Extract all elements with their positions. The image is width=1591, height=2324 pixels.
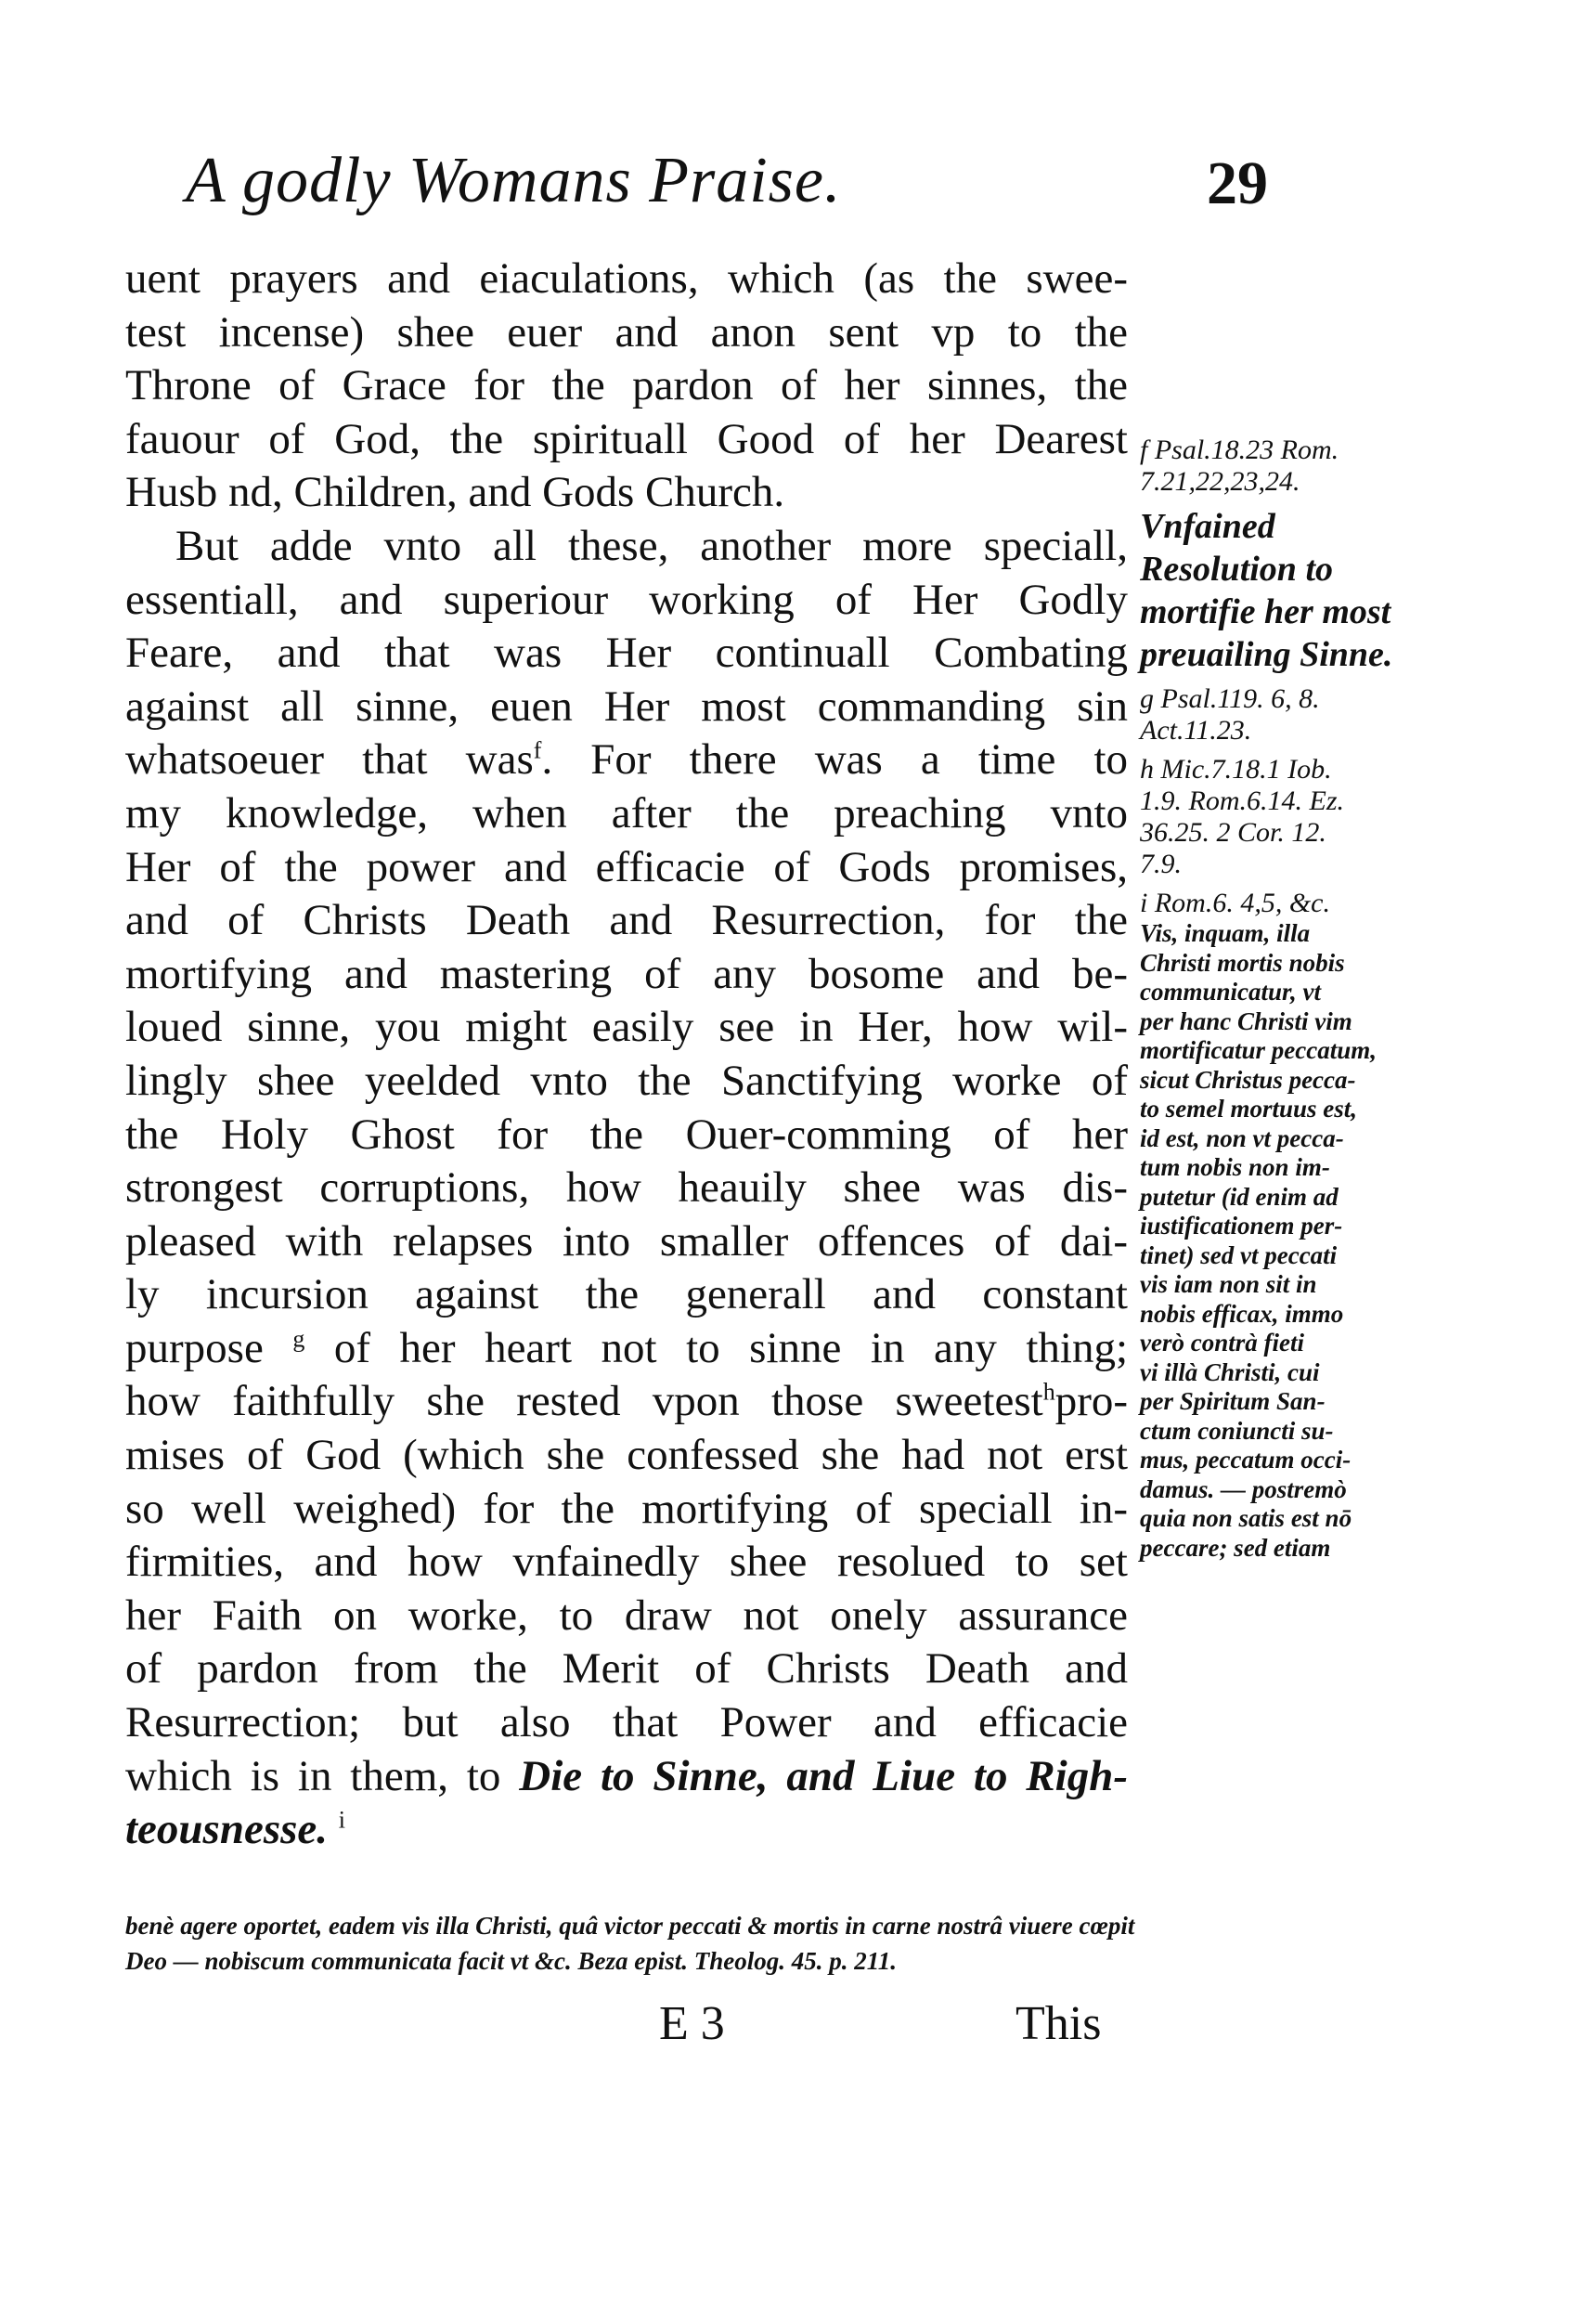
text-line: Throne of Grace for the pardon of her sinnes, the — [125, 361, 1128, 410]
text-line: lingly shee yeelded vnto the Sanctifying worke of — [125, 1056, 1128, 1105]
text-line: uent prayers and eiaculations, which (as the swee- — [125, 254, 1128, 303]
margin-reference-i: i Rom.6. 4,5, &c. — [1140, 888, 1330, 918]
margin-heading: Vnfained Resolution to mortifie her most preuailing Sinne. — [1140, 507, 1393, 674]
text-line: Resurrection; but also that Power and efficacie — [125, 1698, 1128, 1747]
footnote-line: Deo — nobiscum communicata facit vt &c. Beza epist. Theolog. 45. p. 211. — [125, 1947, 897, 1975]
text-fragment: whatsoeuer that was — [125, 735, 534, 785]
text-line — [125, 1803, 1128, 1857]
text-line: essentiall, and superiour working of Her Godly — [125, 575, 1128, 624]
margin-reference-h: h Mic.7.18.1 Iob. 1.9. Rom.6.14. Ez. 36.25. 2 Cor. 12. 7.9. — [1140, 754, 1344, 879]
page-number: 29 — [1207, 149, 1268, 217]
italic-emphasis: Die to Sinne, and Liue to Righ- — [519, 1751, 1129, 1800]
text-line: Her of the power and efficacie of Gods promises, — [125, 842, 1128, 891]
text-line: Feare, and that was Her continuall Combating — [125, 629, 1128, 678]
text-fragment: how faithfully she rested vpon those sweetest — [125, 1377, 1043, 1426]
text-line: But adde vnto all these, another more speciall, — [175, 521, 1128, 570]
text-line — [125, 1322, 1128, 1376]
text-line: ly incursion against the generall and constant — [125, 1270, 1128, 1319]
text-fragment: of her heart not to sinne in any thing; — [333, 1323, 1129, 1372]
italic-emphasis: teousnesse. — [125, 1805, 329, 1854]
text-line: strongest corruptions, how heauily shee was dis- — [125, 1163, 1128, 1213]
text-line — [125, 1750, 1128, 1804]
footnote — [125, 1908, 1425, 1979]
margin-reference-g: g Psal.119. 6, 8. Act.11.23. — [1140, 683, 1320, 746]
text-line — [125, 1375, 1128, 1429]
text-line: against all sinne, euen Her most commanding sin — [125, 682, 1128, 731]
text-fragment: which is in them, to — [125, 1751, 501, 1800]
running-title: A godly Womans Praise. — [186, 145, 842, 216]
footnote-line: benè agere oportet, eadem vis illa Christi, quâ victor peccati & mortis in carne nostrâ viuere cœpit — [125, 1912, 1135, 1940]
text-line: of pardon from the Merit of Christs Death and — [125, 1644, 1128, 1694]
text-line: so well weighed) for the mortifying of speciall in- — [125, 1484, 1128, 1533]
catchword: This — [1015, 1997, 1102, 2050]
text-line: fauour of God, the spirituall Good of her Dearest — [125, 414, 1128, 463]
signature-mark: E 3 — [659, 1997, 725, 2050]
text-fragment: pro- — [1054, 1377, 1128, 1426]
text-line: my knowledge, when after the preaching vnto — [125, 788, 1128, 837]
text-line: loued sinne, you might easily see in Her, how wil- — [125, 1003, 1128, 1052]
text-line: firmities, and how vnfainedly shee resolued to set — [125, 1538, 1128, 1587]
text-line: Husb nd, Children, and Gods Church. — [125, 468, 785, 517]
margin-notes — [1140, 435, 1418, 1563]
text-fragment: For there was a time to — [590, 735, 1128, 785]
reference-mark-g: g — [292, 1325, 305, 1353]
reference-mark-h: h — [1042, 1378, 1055, 1406]
text-line: test incense) shee euer and anon sent vp to the — [125, 307, 1128, 357]
reference-mark-f: f — [533, 736, 542, 764]
text-line: her Faith on worke, to draw not onely assurance — [125, 1590, 1128, 1640]
text-fragment: purpose — [125, 1323, 264, 1372]
text-line: and of Christs Death and Resurrection, for the — [125, 896, 1128, 945]
reference-mark-i: i — [338, 1806, 346, 1834]
margin-reference-f: f Psal.18.23 Rom. 7.21,22,23,24. — [1140, 435, 1339, 497]
margin-latin-quotation: Vis, inquam, illa Christi mortis nobis communicatur, vt per hanc Christi vim mortificatur peccatum, sicut Christus pecca- to semel mortuus est, id est, non vt pecca- tum nobis non im- putetur (id enim ad iustificationem per- tinet) sed vt peccati vis iam non sit in nobis efficax, immo verò contrà fieti vi illà Christi, cui per Spiritum San- ctum coniuncti su- mus, peccatum occi- damus. — postremò quia non satis est nō peccare; sed etiam — [1140, 919, 1377, 1562]
main-text — [125, 253, 1128, 1857]
text-line: pleased with relapses into smaller offences of dai- — [125, 1216, 1128, 1266]
text-line: mortifying and mastering of any bosome and be- — [125, 949, 1128, 998]
text-line: the Holy Ghost for the Ouer-comming of her — [125, 1110, 1128, 1159]
text-line: mises of God (which she confessed she had not erst — [125, 1431, 1128, 1480]
text-line: whatsoeuer that was$^f$. For there was a time to — [125, 735, 1128, 785]
